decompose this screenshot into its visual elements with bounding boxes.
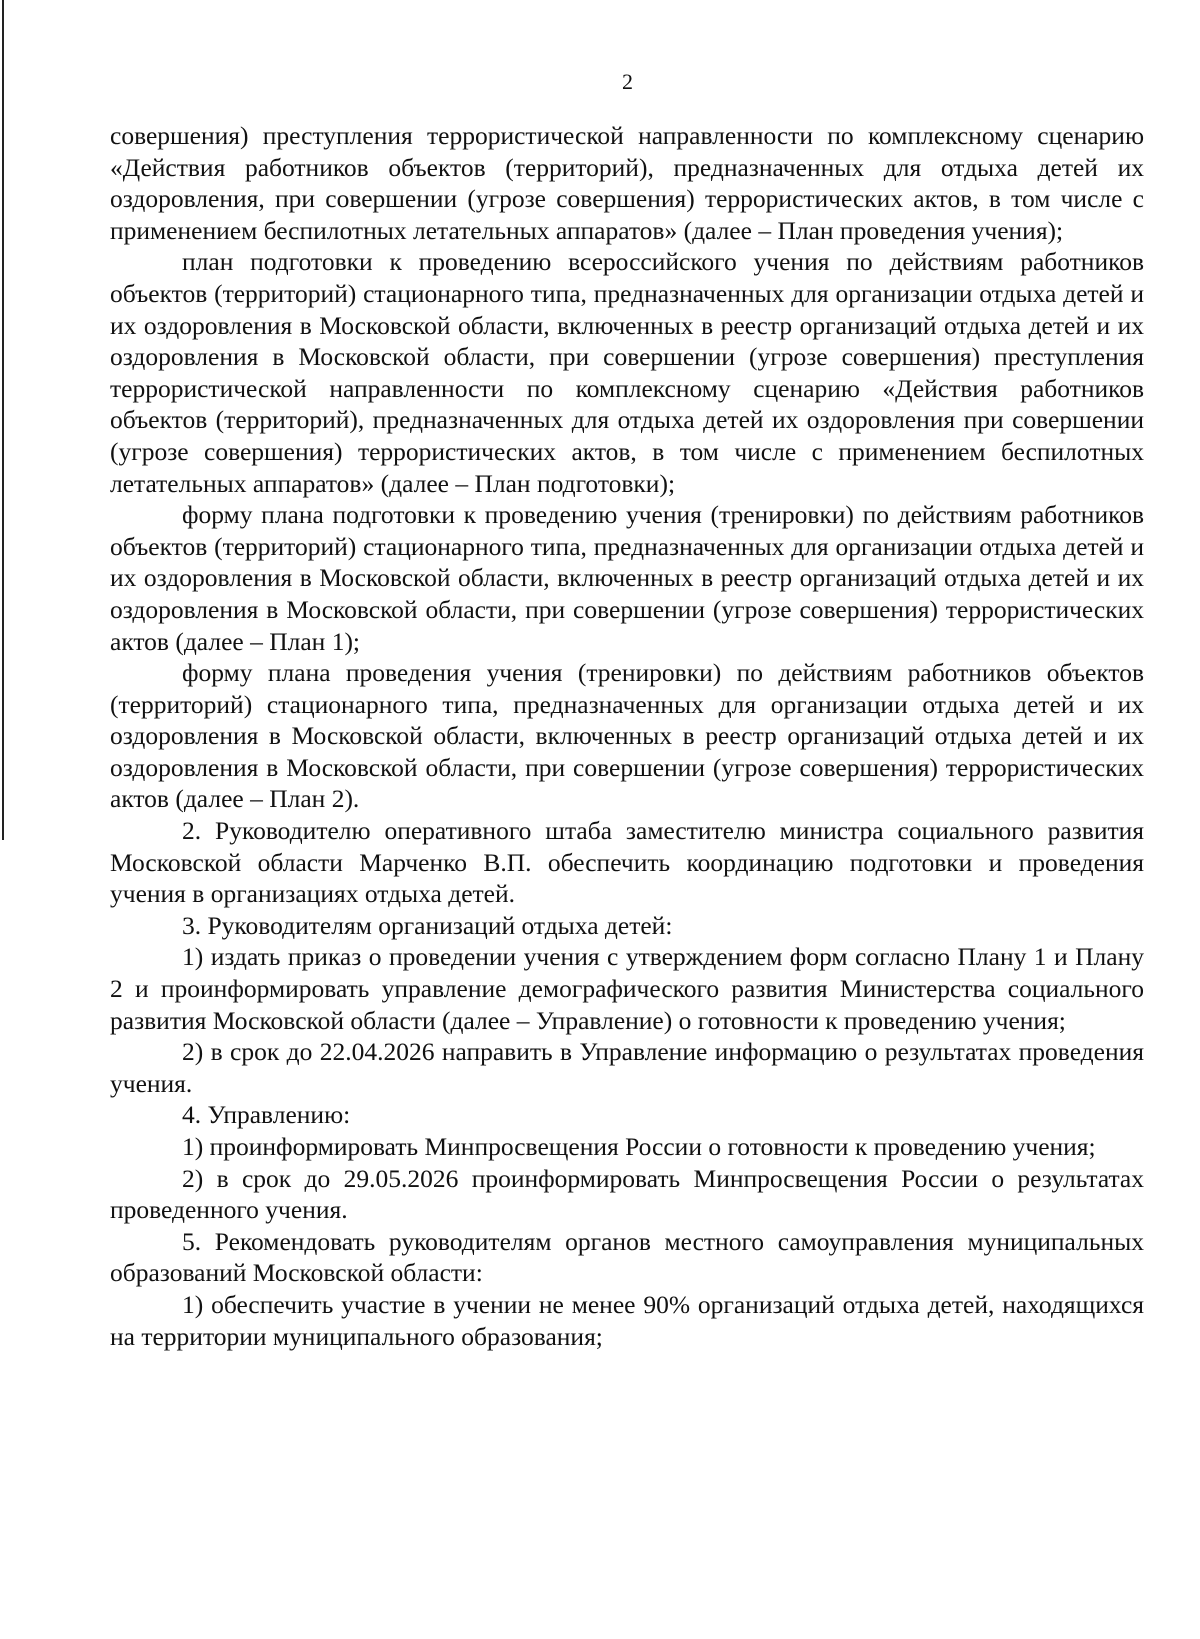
- paragraph-7: 1) издать приказ о проведении учения с утверждением форм согласно Плану 1 и Плану 2 и проинформировать управление демографического развития Министерства социального развития Московской области (далее – Управление) о готовности к проведению учения;: [110, 942, 1144, 1035]
- paragraph-12: 5. Рекомендовать руководителям органов местного самоуправления муниципальных образований Московской области:: [110, 1226, 1144, 1288]
- paragraph-1: совершения) преступления террористической направленности по комплексному сценарию «Действия работников объектов (территорий), предназначенных для отдыха детей их оздоровления, при совершении (угрозе совершения) террористических актов, в том числе с применением беспилотных летательных аппаратов» (далее – План проведения учения);: [110, 121, 1144, 245]
- page-number: 2: [622, 69, 633, 94]
- scan-edge-line: [2, 0, 4, 840]
- document-body: [110, 120, 1144, 1352]
- paragraph-2: план подготовки к проведению всероссийского учения по действиям работников объектов (территорий) стационарного типа, предназначенных для организации отдыха детей и их оздоровления в Московской области, включенных в реестр организаций отдыха детей и их оздоровления в Московской области, при совершении (угрозе совершения) преступления террористической направленности по комплексному сценарию «Действия работников объектов (территорий), предназначенных для отдыха детей их оздоровления при совершении (угрозе совершения) террористических актов, в том числе с применением беспилотных летательных аппаратов» (далее – План подготовки);: [110, 247, 1144, 498]
- paragraph-13: 1) обеспечить участие в учении не менее 90% организаций отдыха детей, находящихся на территории муниципального образования;: [110, 1289, 1144, 1351]
- paragraph-9: 4. Управлению:: [182, 1100, 351, 1130]
- paragraph-6: 3. Руководителям организаций отдыха детей:: [182, 910, 673, 940]
- paragraph-4: форму плана проведения учения (тренировки) по действиям работников объектов (территорий) стационарного типа, предназначенных для организации отдыха детей и их оздоровления в Московской области, включенных в реестр организаций отдыха детей и их оздоровления в Московской области, при совершении (угрозе совершения) террористических актов (далее – План 2).: [110, 658, 1144, 814]
- paragraph-11: 2) в срок до 29.05.2026 проинформировать Минпросвещения России о результатах проведенного учения.: [110, 1163, 1144, 1225]
- paragraph-3: форму плана подготовки к проведению учения (тренировки) по действиям работников объектов (территорий) стационарного типа, предназначенных для организации отдыха детей и их оздоровления в Московской области, включенных в реестр организаций отдыха детей и их оздоровления в Московской области, при совершении (угрозе совершения) террористических актов (далее – План 1);: [110, 500, 1144, 656]
- paragraph-10: 1) проинформировать Минпросвещения России о готовности к проведению учения;: [182, 1132, 1096, 1161]
- paragraph-5: 2. Руководителю оперативного штаба заместителю министра социального развития Московской области Марченко В.П. обеспечить координацию подготовки и проведения учения в организациях отдыха детей.: [110, 816, 1144, 909]
- paragraph-8: 2) в срок до 22.04.2026 направить в Управление информацию о результатах проведения учения.: [110, 1037, 1144, 1098]
